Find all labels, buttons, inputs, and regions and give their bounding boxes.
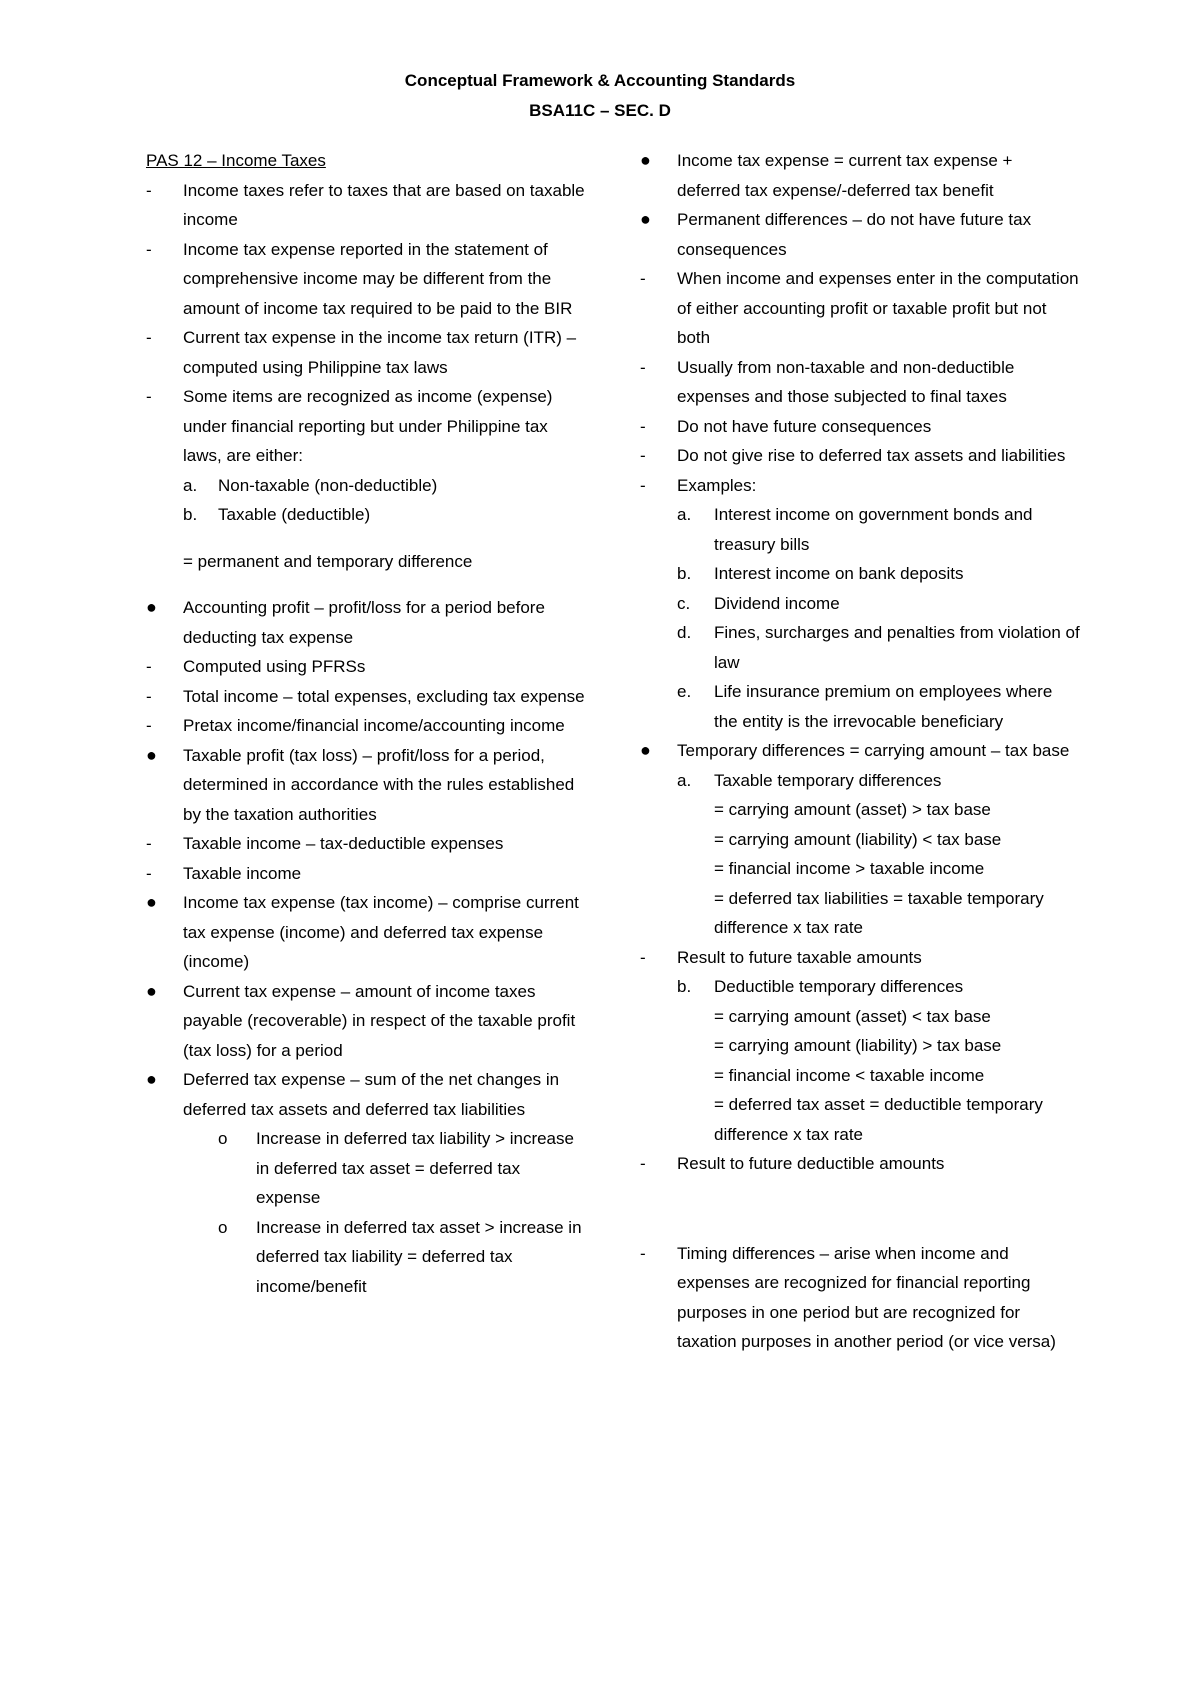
dash-icon: - (146, 834, 152, 853)
dash-list-item (146, 235, 586, 324)
spacer (640, 1179, 1080, 1239)
dash-icon: - (640, 416, 646, 436)
item-text: Increase in deferred tax liability > increase in deferred tax asset = deferred tax expense (256, 1129, 574, 1207)
bullet-list-item (640, 146, 1080, 205)
bullet-icon: ● (146, 980, 157, 1001)
item-text: Do not give rise to deferred tax assets and liabilities (677, 446, 1066, 465)
dash-icon: - (640, 269, 646, 288)
dash-icon: - (640, 1154, 646, 1173)
list-marker: a. (677, 770, 692, 790)
item-text: Income tax expense reported in the statement of comprehensive income may be different from the amount of income tax required to be paid to the BIR (183, 239, 573, 318)
item-text: Computed using PFRSs (183, 657, 366, 676)
item-text: Taxable income – tax-deductible expenses (183, 834, 504, 853)
bullet-icon: ● (146, 892, 157, 912)
list-marker: b. (677, 977, 692, 996)
list-marker: b. (183, 505, 198, 524)
list-marker: b. (677, 564, 692, 583)
left-column (146, 146, 586, 1301)
dash-list-item (146, 829, 586, 859)
indented-line (640, 825, 1080, 855)
item-text: When income and expenses enter in the computation of either accounting profit or taxable profit but not both (677, 269, 1079, 347)
item-text: = financial income > taxable income (714, 859, 985, 878)
list-marker: a. (183, 475, 198, 495)
list-marker: a. (677, 505, 692, 524)
dash-icon: - (146, 180, 152, 200)
bullet-list-item (640, 736, 1080, 766)
dash-list-item (640, 1149, 1080, 1179)
bullet-list-item (146, 593, 586, 652)
dash-list-item (640, 441, 1080, 471)
dash-icon: - (640, 475, 646, 495)
item-text: = permanent and temporary difference (183, 551, 473, 571)
document-title: Conceptual Framework & Accounting Standards (404, 71, 796, 90)
bullet-icon: ● (146, 1069, 157, 1089)
indented-line (640, 1061, 1080, 1091)
dash-list-item (146, 682, 586, 712)
bullet-icon: ● (640, 150, 651, 170)
lettered-list-item (640, 618, 1080, 677)
spacer (146, 576, 586, 593)
lettered-list-item (640, 589, 1080, 619)
dash-icon: - (640, 1243, 646, 1263)
dash-list-item (146, 711, 586, 741)
lettered-list-item (640, 677, 1080, 736)
item-text: Taxable profit (tax loss) – profit/loss for a period, determined in accordance with the rules established by the taxation authorities (183, 745, 575, 824)
item-text: Usually from non-taxable and non-deductible expenses and those subjected to final taxes (677, 357, 1015, 406)
dash-icon: - (146, 657, 152, 676)
list-marker: e. (677, 682, 692, 701)
item-text: Current tax expense – amount of income taxes payable (recoverable) in respect of the taxable profit (tax loss) for a period (183, 981, 576, 1060)
item-text: Deferred tax expense – sum of the net changes in deferred tax assets and deferred tax liabilities (183, 1070, 560, 1119)
item-text: Temporary differences = carrying amount – tax base (677, 741, 1070, 760)
item-text: Taxable income (183, 863, 302, 883)
item-text: Taxable (deductible) (218, 505, 371, 524)
item-text: Fines, surcharges and penalties from violation of law (714, 623, 1080, 672)
item-text: Current tax expense in the income tax return (ITR) – computed using Philippine tax laws (183, 328, 577, 377)
item-text: Life insurance premium on employees where the entity is the irrevocable beneficiary (714, 682, 1053, 731)
item-text: PAS 12 – Income Taxes (146, 151, 326, 170)
lettered-list-item (146, 471, 586, 501)
dash-list-item (640, 471, 1080, 501)
indented-line (640, 1031, 1080, 1061)
bullet-list-item (146, 977, 586, 1066)
indented-line (640, 1002, 1080, 1032)
item-text: Non-taxable (non-deductible) (218, 475, 438, 495)
dash-list-item (640, 943, 1080, 973)
item-text: Deductible temporary differences (714, 977, 964, 996)
item-text: = deferred tax asset = deductible temporary difference x tax rate (714, 1095, 1043, 1144)
bullet-icon: ● (640, 209, 651, 229)
bullet-list-item (146, 1065, 586, 1124)
item-text: Permanent differences – do not have future tax consequences (677, 210, 1032, 259)
item-text: Interest income on government bonds and treasury bills (714, 505, 1033, 554)
item-text: = carrying amount (asset) < tax base (714, 1006, 991, 1026)
item-text: Accounting profit – profit/loss for a period before deducting tax expense (183, 598, 545, 647)
item-text: Examples: (677, 475, 757, 495)
indented-line (640, 854, 1080, 884)
item-text: = carrying amount (asset) > tax base (714, 800, 991, 819)
dash-icon: - (146, 387, 152, 406)
dash-icon: - (640, 947, 646, 967)
item-text: Income tax expense (tax income) – comprise current tax expense (income) and deferred tax expense (income) (183, 893, 579, 971)
circle-list-item (146, 1124, 586, 1213)
bullet-list-item (146, 888, 586, 977)
dash-icon: - (146, 328, 152, 347)
section-heading (146, 146, 586, 176)
item-text: Income tax expense = current tax expense + deferred tax expense/-deferred tax benefit (677, 151, 1013, 200)
dash-list-item (640, 1239, 1080, 1357)
bullet-list-item (640, 205, 1080, 264)
item-text: = deferred tax liabilities = taxable temporary difference x tax rate (714, 888, 1044, 937)
lettered-list-item (640, 500, 1080, 559)
dash-list-item (640, 353, 1080, 412)
dash-list-item (640, 264, 1080, 353)
indented-line (640, 1090, 1080, 1149)
dash-list-item (146, 176, 586, 235)
lettered-list-item (640, 559, 1080, 589)
dash-icon: - (146, 686, 152, 706)
list-marker: c. (677, 593, 691, 613)
dash-list-item (146, 859, 586, 889)
item-text: Timing differences – arise when income and expenses are recognized for financial reporting purposes in one period but are recognized for taxation purposes in another period (or vice versa) (677, 1243, 1056, 1351)
circle-list-item (146, 1213, 586, 1302)
spacer (146, 530, 586, 547)
document-subtitle: BSA11C – SEC. D (529, 101, 671, 120)
item-text: = financial income < taxable income (714, 1065, 985, 1085)
dash-icon: - (146, 863, 152, 883)
dash-list-item (640, 412, 1080, 442)
item-text: Income taxes refer to taxes that are based on taxable income (183, 180, 585, 229)
list-marker: d. (677, 623, 692, 642)
dash-list-item (146, 323, 586, 382)
dash-icon: - (640, 446, 646, 465)
item-text: Some items are recognized as income (expense) under financial reporting but under Philippine tax laws, are either: (183, 387, 553, 465)
item-text: Pretax income/financial income/accounting income (183, 716, 565, 735)
lettered-list-item (640, 972, 1080, 1002)
bullet-list-item (146, 741, 586, 830)
lettered-list-item (146, 500, 586, 530)
item-text: Interest income on bank deposits (714, 564, 964, 583)
item-text: Dividend income (714, 593, 840, 613)
dash-icon: - (640, 357, 646, 377)
lettered-list-item (640, 766, 1080, 796)
dash-list-item (146, 652, 586, 682)
item-text: Result to future deductible amounts (677, 1154, 945, 1173)
text-line (146, 547, 586, 577)
dash-list-item (146, 382, 586, 471)
indented-line (640, 795, 1080, 825)
item-text: Total income – total expenses, excluding tax expense (183, 686, 585, 706)
item-text: = carrying amount (liability) > tax base (714, 1036, 1002, 1055)
item-text: Result to future taxable amounts (677, 947, 922, 967)
indented-line (640, 884, 1080, 943)
dash-icon: - (146, 716, 152, 735)
bullet-icon: ● (146, 597, 157, 617)
list-marker: o (218, 1217, 228, 1237)
list-marker: o (218, 1129, 228, 1148)
bullet-icon: ● (640, 740, 651, 760)
item-text: Increase in deferred tax asset > increase in deferred tax liability = deferred tax income/benefit (256, 1217, 582, 1296)
item-text: Do not have future consequences (677, 416, 932, 436)
item-text: = carrying amount (liability) < tax base (714, 829, 1002, 849)
dash-icon: - (146, 239, 152, 259)
bullet-icon: ● (146, 744, 157, 765)
right-column (640, 146, 1080, 1357)
item-text: Taxable temporary differences (714, 770, 942, 790)
